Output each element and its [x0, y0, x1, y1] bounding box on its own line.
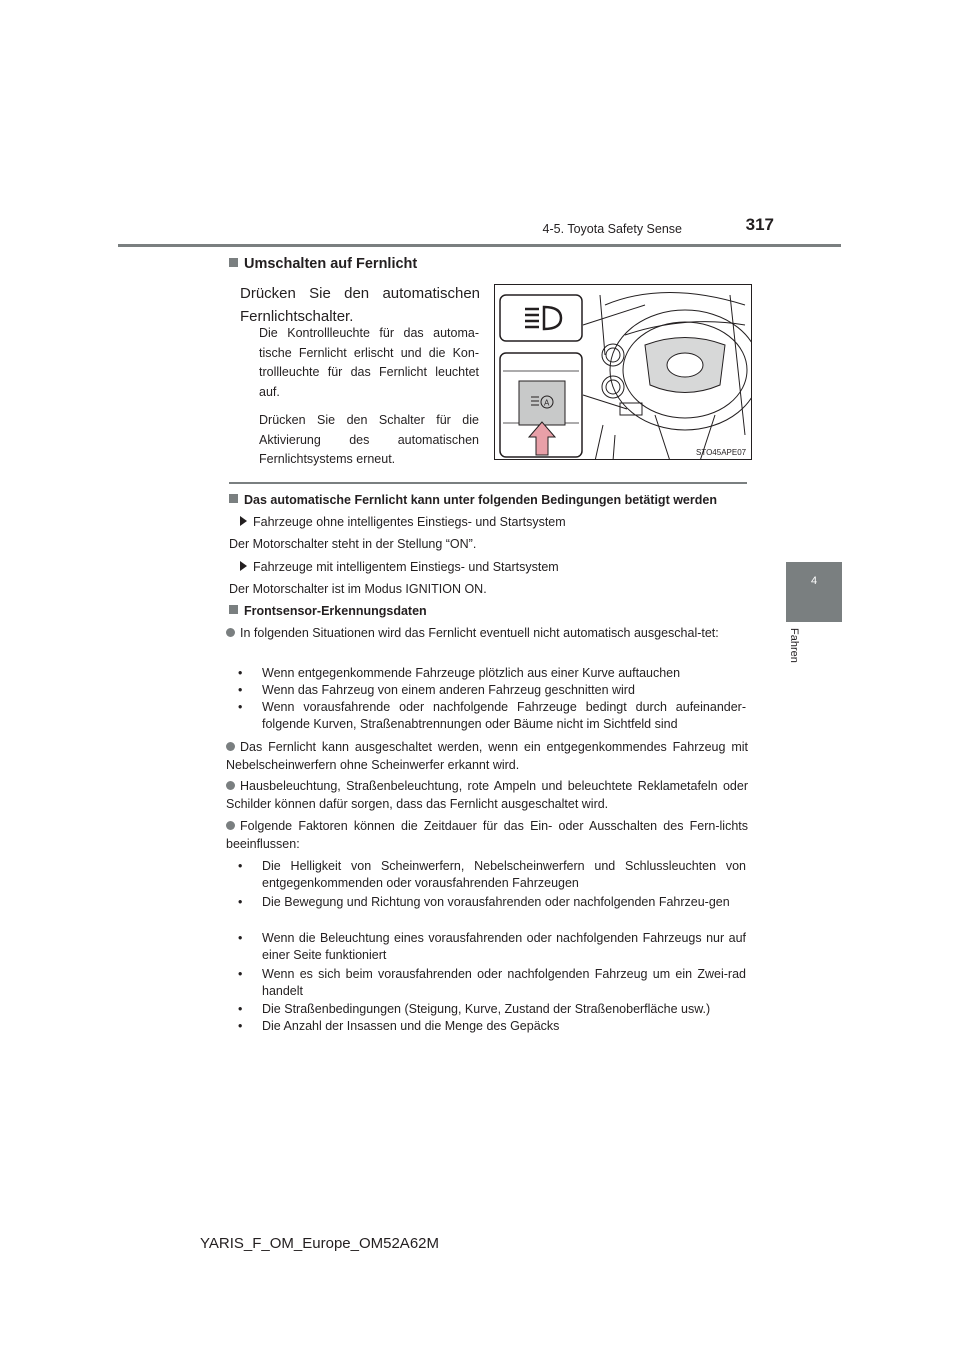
sub-list-item — [238, 665, 746, 682]
sub-list-item-text: Die Anzahl der Insassen und die Menge des Gepäcks — [262, 1019, 560, 1033]
sub-list-item — [238, 1018, 746, 1035]
sub-bullet-mark: • — [238, 967, 243, 981]
bullet-item-3 — [226, 777, 748, 813]
sub-list-item — [238, 930, 746, 963]
triangle-bullet-icon — [240, 561, 247, 571]
sub-list-item — [238, 966, 746, 999]
sub-list-item-text: Wenn die Beleuchtung eines vorausfahrenden oder nachfolgenden Fahrzeugs nur auf einer Seite funktioniert — [262, 931, 746, 962]
case2-text: Der Motorschalter ist im Modus IGNITION ON. — [229, 582, 487, 596]
case2-title-text: Fahrzeuge mit intelligentem Einstiegs- und Startsystem — [253, 560, 559, 574]
circle-bullet-icon — [226, 628, 235, 637]
bullet-item-1-text: In folgenden Situationen wird das Fernlicht eventuell nicht automatisch ausgeschal-tet: — [240, 626, 719, 640]
square-bullet-icon — [229, 258, 238, 267]
sub-bullet-mark: • — [238, 1002, 243, 1016]
circle-bullet-icon — [226, 742, 235, 751]
sub-list-item — [238, 858, 746, 891]
sub-list-item — [238, 699, 746, 732]
divider-rule — [229, 482, 747, 484]
sub-bullet-mark: • — [238, 931, 243, 945]
chapter-label-container — [784, 628, 804, 678]
square-bullet-icon — [229, 494, 238, 503]
header-rule — [118, 244, 841, 247]
sub-bullet-mark: • — [238, 895, 243, 909]
bullet-item-2-text: Das Fernlicht kann ausgeschaltet werden, wenn ein entgegenkommendes Fahrzeug mit Nebelscheinwerfern ohne Scheinwerfer erkannt wird. — [226, 740, 748, 772]
section-heading-bedingungen — [229, 491, 717, 509]
section-heading-text: Umschalten auf Fernlicht — [244, 256, 418, 272]
sub-list-item-text: Die Helligkeit von Scheinwerfern, Nebelscheinwerfern und Schlussleuchten von entgegenkommenden oder vorausfahrenden Fahrzeugen — [262, 859, 746, 890]
sub-bullet-mark: • — [238, 859, 243, 873]
dashboard-illustration — [494, 284, 752, 460]
sub-bullet-mark: • — [238, 700, 243, 714]
chapter-tab — [786, 562, 842, 622]
case1-title-text: Fahrzeuge ohne intelligentes Einstiegs- und Startsystem — [253, 515, 566, 529]
step-instruction: Drücken Sie den automatischen Fernlichtschalter. — [240, 285, 480, 325]
svg-text:A: A — [544, 398, 550, 408]
section-heading-text: Frontsensor-Erkennungsdaten — [244, 604, 427, 618]
section-heading-frontsensor — [229, 602, 427, 620]
sub-list-item-text: Wenn das Fahrzeug von einem anderen Fahrzeug geschnitten wird — [262, 683, 635, 697]
bullet-item-2 — [226, 738, 748, 774]
sub-list-item — [238, 894, 746, 911]
step-note-1: Die Kontrollleuchte für das automa-tische Fernlicht erlischt und die Kon-trollleuchte für das Fernlicht leuchtet auf. — [259, 326, 479, 399]
case1-title — [240, 513, 566, 531]
chapter-number: 4 — [810, 575, 818, 587]
bullet-item-4-text: Folgende Faktoren können die Zeitdauer für das Ein- oder Ausschalten des Fern-lichts beeinflussen: — [226, 819, 748, 851]
bullet-item-3-text: Hausbeleuchtung, Straßenbeleuchtung, rote Ampeln und beleuchtete Reklametafeln oder Schilder können dafür sorgen, dass das Fernlicht ausgeschaltet wird. — [226, 779, 748, 811]
sub-bullet-mark: • — [238, 1019, 243, 1033]
section-header: 4-5. Toyota Safety Sense — [542, 222, 682, 236]
step-note-2: Drücken Sie den Schalter für die Aktivierung des automatischen Fernlichtsystems erneut. — [259, 413, 479, 466]
bullet-item-1 — [226, 624, 748, 642]
sub-list-item-text: Die Straßenbedingungen (Steigung, Kurve, Zustand der Straßenoberfläche usw.) — [262, 1002, 711, 1016]
footer-doc-id: YARIS_F_OM_Europe_OM52A62M — [200, 1235, 439, 1252]
case2-title — [240, 558, 559, 576]
sub-list-item — [238, 1001, 746, 1018]
triangle-bullet-icon — [240, 516, 247, 526]
sub-list-item-text: Wenn entgegenkommende Fahrzeuge plötzlich aus einer Kurve auftauchen — [262, 666, 681, 680]
dashboard-illustration-svg — [495, 285, 752, 460]
auto-high-beam-switch — [519, 381, 565, 425]
sub-list-item-text: Wenn vorausfahrende oder nachfolgende Fahrzeuge bedingt durch aufeinander-folgende Kurven, Straßenabtrennungen oder Bäume nicht im Sichtfeld sind — [262, 700, 746, 731]
case1-text: Der Motorschalter steht in der Stellung “ON”. — [229, 537, 477, 551]
sub-bullet-mark: • — [238, 683, 243, 697]
sub-list-item — [238, 682, 746, 699]
sub-list-item-text: Wenn es sich beim vorausfahrenden oder nachfolgenden Fahrzeug um ein Zwei-rad handelt — [262, 967, 746, 998]
section-heading-umschalten — [229, 256, 417, 272]
bullet-item-4 — [226, 817, 748, 853]
circle-bullet-icon — [226, 821, 235, 830]
circle-bullet-icon — [226, 781, 235, 790]
indicator-callout — [500, 295, 582, 341]
figure-code: STO45APE07 — [696, 448, 747, 457]
page-number: 317 — [745, 215, 774, 234]
sub-bullet-mark: • — [238, 666, 243, 680]
section-heading-text: Das automatische Fernlicht kann unter folgenden Bedingungen betätigt werden — [244, 493, 717, 507]
square-bullet-icon — [229, 605, 238, 614]
chapter-label: Fahren — [788, 628, 800, 663]
sub-list-item-text: Die Bewegung und Richtung von vorausfahrenden oder nachfolgenden Fahrzeu-gen — [262, 895, 730, 909]
